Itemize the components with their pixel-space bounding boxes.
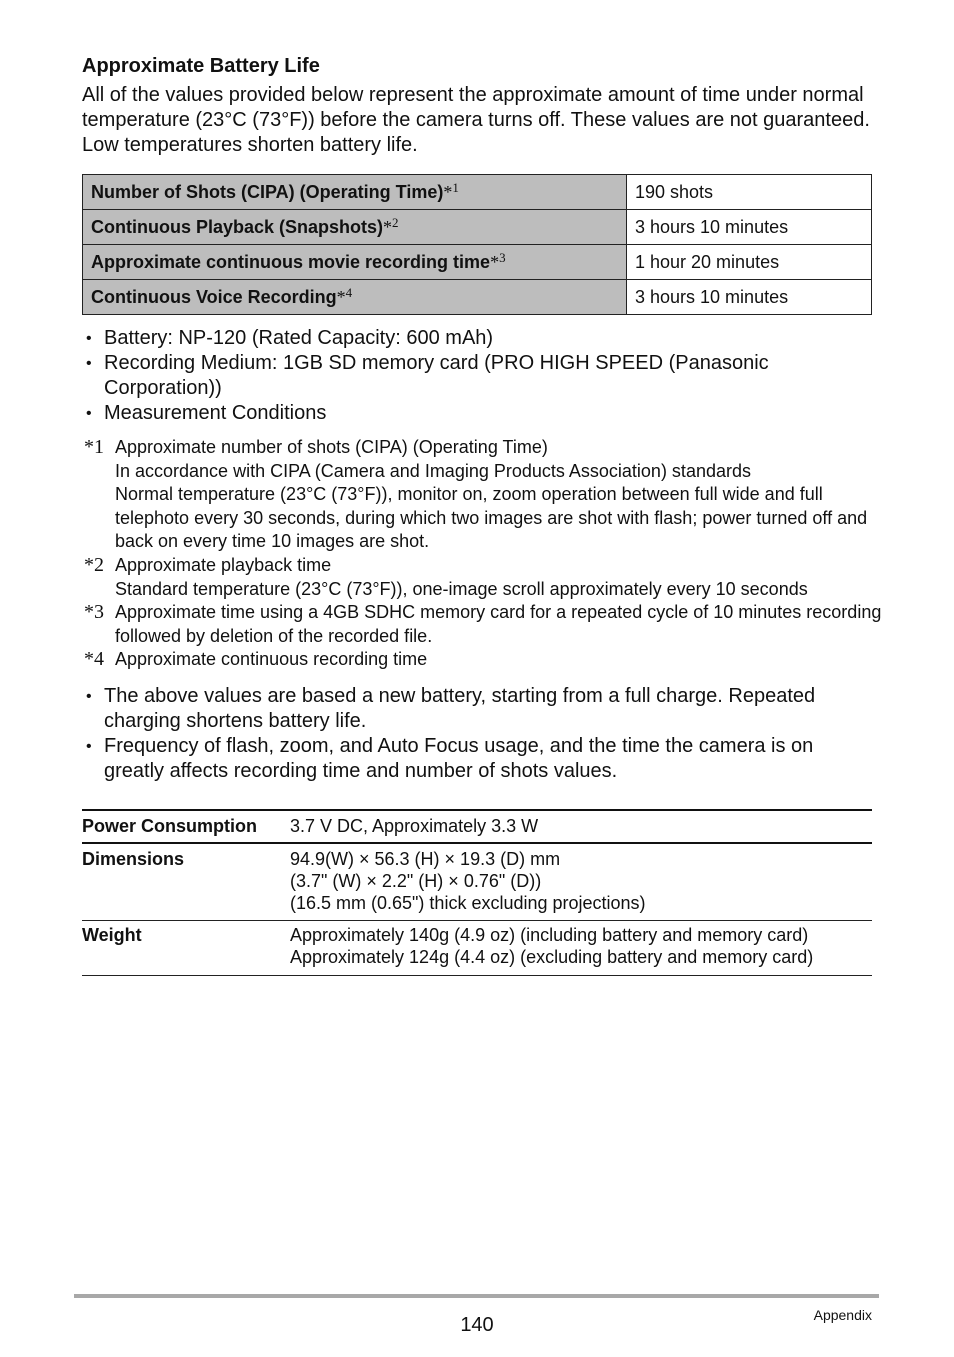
table-row [83,280,872,315]
footnote-ref: 1 [452,179,459,195]
footnote-marker: *3 [84,601,104,624]
footnote [82,554,882,601]
table-row [82,843,872,921]
spec-value: Approximately 140g (4.9 oz) (including battery and memory card) Approximately 124g (4.4 oz) (excluding battery and memory card) [290,921,872,976]
section-heading: Approximate Battery Life [82,55,320,77]
table-row [83,175,872,210]
footnote-marker: *2 [84,553,104,576]
footnote-ref: 3 [499,249,506,265]
spec-label: Dimensions [82,843,290,921]
footnote-line: Normal temperature (23°C (73°F)), monitor on, zoom operation between full wide and full telephoto every 30 seconds, during which two images are shot with flash; power turned off and back on every time 10 images are shot. [115,484,868,552]
table-row [82,921,872,976]
footnote-star: * [490,251,500,272]
spec-value: 3.7 V DC, Approximately 3.3 W [290,810,872,843]
footnotes [82,436,882,672]
battery-row-value: 3 hours 10 minutes [627,210,872,245]
footnote-line: Standard temperature (23°C (73°F)), one-image scroll approximately every 10 seconds [115,578,808,599]
footer-divider [74,1294,879,1298]
footnote-marker: *4 [84,648,104,671]
battery-row-label: Continuous Voice Recording*$^4$ [83,280,627,315]
specifications-table [82,809,872,976]
battery-life-table [82,174,872,315]
intro-paragraph: All of the values provided below represent the approximate amount of time under normal temperature (23°C (73°F)) before the camera turns off. These values are not guaranteed. Low temperatures shorten battery life. [82,84,870,156]
footnote [82,601,882,648]
footnote-star: * [336,286,346,307]
page-number: 140 [460,1314,494,1336]
footnote [82,436,882,554]
table-row [82,810,872,843]
battery-row-label: Number of Shots (CIPA) (Operating Time)*$^1$ [83,175,627,210]
battery-row-value: 190 shots [627,175,872,210]
list-item: • Frequency of flash, zoom, and Auto Focus usage, and the time the camera is on greatly affects recording time and number of shots values. [82,734,872,784]
spec-value: 94.9(W) × 56.3 (H) × 19.3 (D) mm (3.7" (W) × 2.2" (H) × 0.76" (D)) (16.5 mm (0.65") thick excluding projections) [290,843,872,921]
battery-row-value: 1 hour 20 minutes [627,245,872,280]
battery-row-label: Continuous Playback (Snapshots)*$^2$ [83,210,627,245]
footnote-line: Approximate playback time [115,554,332,575]
footnote-marker: *1 [84,436,104,458]
footnote-ref: 4 [345,284,353,300]
footnote-ref: 2 [392,214,399,230]
list-item: • Battery: NP-120 (Rated Capacity: 600 mAh) [82,326,872,351]
footnote-star: * [443,181,453,202]
battery-remarks-list [82,684,872,784]
footnote [82,648,882,672]
spec-label: Weight [82,921,290,976]
measurement-conditions-list [82,326,872,426]
table-row [83,210,872,245]
spec-label: Power Consumption [82,810,290,843]
list-item: • Measurement Conditions [82,401,872,426]
footer-section-label: Appendix [813,1307,872,1323]
table-row [83,245,872,280]
footnote-line: In accordance with CIPA (Camera and Imaging Products Association) standards [115,460,751,481]
list-item: • Recording Medium: 1GB SD memory card (PRO HIGH SPEED (Panasonic Corporation)) [82,351,872,401]
battery-row-label: Approximate continuous movie recording time*$^3$ [83,245,627,280]
battery-row-value: 3 hours 10 minutes [627,280,872,315]
footnote-line: Approximate time using a 4GB SDHC memory card for a repeated cycle of 10 minutes recording followed by deletion of the recorded file. [115,602,882,646]
list-item: • The above values are based a new battery, starting from a full charge. Repeated charging shortens battery life. [82,684,872,734]
footnote-line: Approximate number of shots (CIPA) (Operating Time) [115,437,548,457]
footnote-line: Approximate continuous recording time [115,649,428,670]
footnote-star: * [383,216,393,237]
